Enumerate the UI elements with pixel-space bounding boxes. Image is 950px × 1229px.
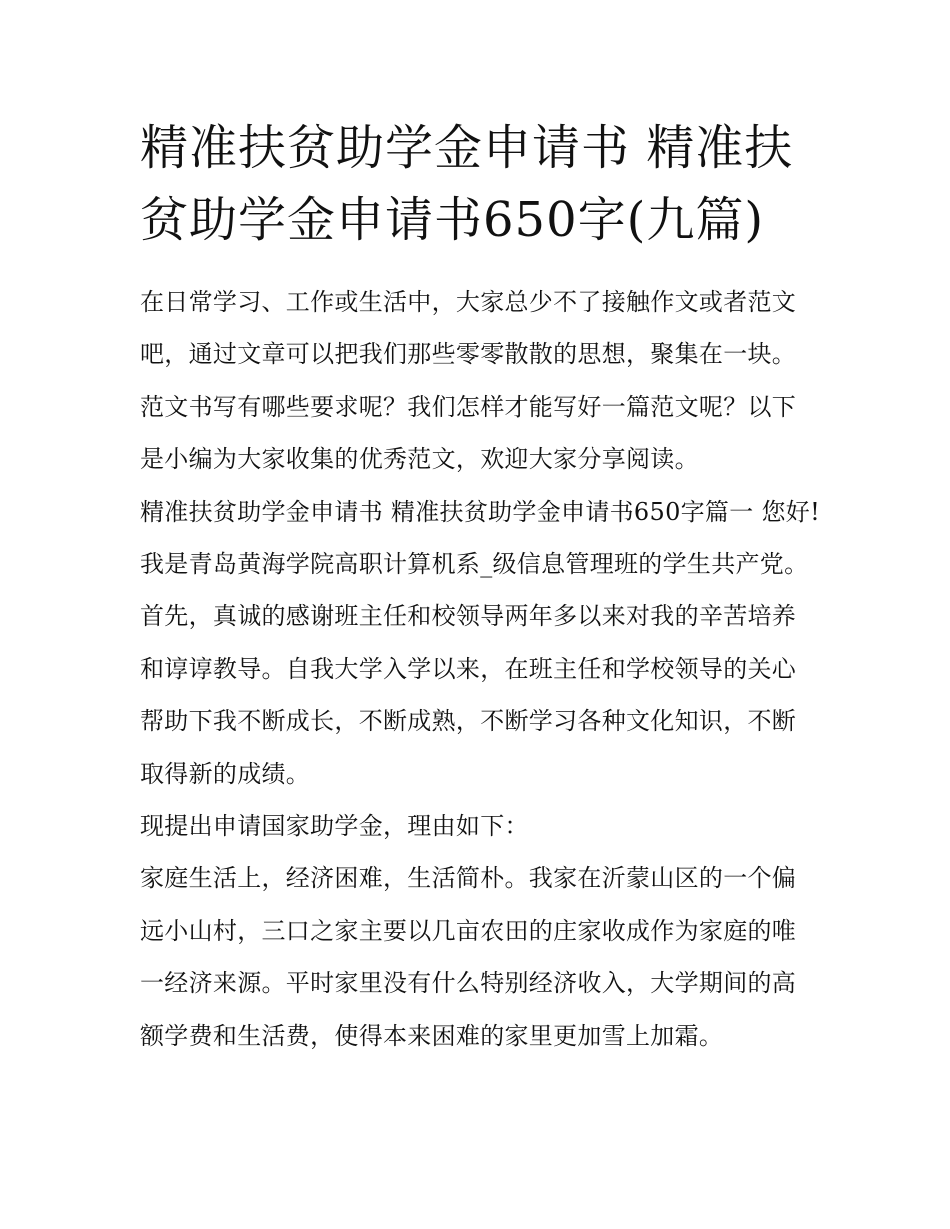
paragraph-reason-intro: 现提出申请国家助学金，理由如下： (140, 812, 529, 841)
paragraph-section-heading: 精准扶贫助学金申请书 精准扶贫助学金申请书650字篇一 您好! (140, 497, 821, 526)
document-title: 精准扶贫助学金申请书 精准扶贫助学金申请书650字(九篇) (140, 120, 794, 248)
paragraph-family-situation: 家庭生活上，经济困难，生活简朴。我家在沂蒙山区的一个偏远小山村，三口之家主要以几亩农田的庄家收成作为家庭的唯一经济来源。平时家里没有什么特别经济收入，大学期间的高额学费和生活费，使得本来困难的家里更加雪上加霜。 (140, 864, 797, 1050)
paragraph-intro: 在日常学习、工作或生活中，大家总少不了接触作文或者范文吧，通过文章可以把我们那些零零散散的思想，聚集在一块。范文书写有哪些要求呢？我们怎样才能写好一篇范文呢？以下是小编为大家收集的优秀范文，欢迎大家分享阅读。 (140, 288, 797, 474)
paragraph-self-introduction: 我是青岛黄海学院高职计算机系_级信息管理班的学生共产党。首先，真诚的感谢班主任和校领导两年多以来对我的辛苦培养和谆谆教导。自我大学入学以来，在班主任和学校领导的关心帮助下我不断成长，不断成熟，不断学习各种文化知识，不断取得新的成绩。 (140, 550, 809, 788)
document-body (140, 276, 820, 1062)
